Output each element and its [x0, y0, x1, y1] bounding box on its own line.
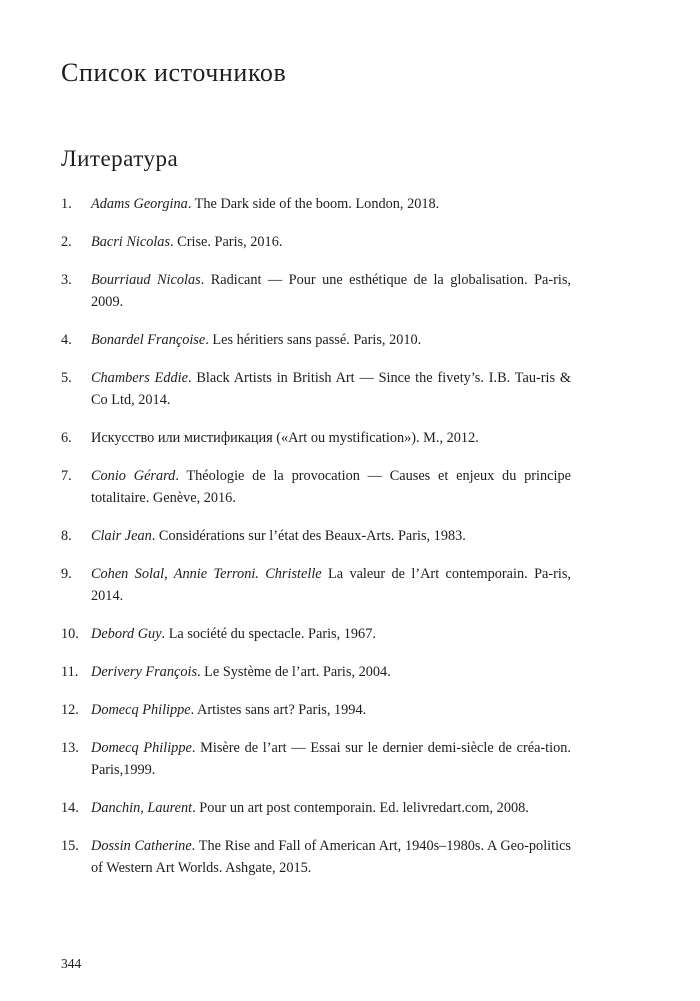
reference-author: Bacri Nicolas [91, 234, 171, 250]
reference-number: 11. [61, 664, 79, 680]
reference-text [91, 329, 571, 351]
reference-details: . Crise. Paris, 2016. [170, 234, 283, 250]
reference-item [61, 231, 571, 253]
reference-item [61, 269, 571, 313]
reference-number: 9. [61, 566, 72, 582]
reference-text [91, 193, 571, 215]
reference-number: 10. [61, 626, 79, 642]
reference-author: Clair Jean [91, 528, 152, 544]
reference-details: . Les héritiers sans passé. Paris, 2010. [205, 332, 422, 348]
reference-text [91, 563, 571, 607]
reference-number: 13. [61, 740, 79, 756]
reference-item [61, 563, 571, 607]
reference-author: Derivery François [91, 664, 198, 680]
reference-text [91, 427, 571, 449]
reference-text [91, 367, 571, 411]
page-title: Список источников [61, 58, 287, 87]
reference-text [91, 797, 571, 819]
reference-item [61, 525, 571, 547]
reference-details: . The Dark side of the boom. London, 2018. [187, 196, 440, 212]
reference-details: . Radicant — Pour une esthétique de la globalisation. Pa-ris, 2009. [91, 272, 571, 310]
reference-text [91, 661, 571, 683]
reference-text [91, 737, 571, 781]
reference-item [61, 623, 571, 645]
reference-details: . Considérations sur l’état des Beaux-Arts. Paris, 1983. [151, 528, 466, 544]
page-number: 344 [61, 956, 82, 971]
reference-text [91, 465, 571, 509]
reference-text [91, 835, 571, 879]
reference-number: 3. [61, 272, 72, 288]
reference-details: . Artistes sans art? Paris, 1994. [190, 702, 367, 718]
reference-number: 8. [61, 528, 72, 544]
reference-item [61, 797, 571, 819]
reference-list [61, 193, 571, 895]
reference-number: 1. [61, 196, 72, 212]
reference-details: Искусство или мистификация («Art ou mystification»). М., 2012. [91, 430, 479, 446]
reference-number: 5. [61, 370, 72, 386]
reference-author: Chambers Eddie [91, 370, 188, 386]
reference-author: Adams Georgina [91, 196, 188, 212]
reference-details: . La société du spectacle. Paris, 1967. [161, 626, 376, 642]
reference-item [61, 329, 571, 351]
reference-item [61, 465, 571, 509]
reference-author: Cohen Solal, Annie Terroni. Christelle [91, 566, 322, 582]
reference-number: 15. [61, 838, 79, 854]
reference-item [61, 367, 571, 411]
reference-details: . The Rise and Fall of American Art, 1940s–1980s. A Geo-politics of Western Art Worlds. Ashgate, 2015. [91, 838, 571, 876]
reference-author: Bourriaud Nicolas [91, 272, 201, 288]
reference-number: 2. [61, 234, 72, 250]
reference-number: 4. [61, 332, 72, 348]
reference-text [91, 231, 571, 253]
reference-number: 12. [61, 702, 79, 718]
reference-item [61, 835, 571, 879]
reference-details: La valeur de l’Art contemporain. Pa-ris, 2014. [91, 566, 571, 604]
reference-text [91, 269, 571, 313]
reference-number: 14. [61, 800, 79, 816]
reference-item [61, 427, 571, 449]
reference-item [61, 661, 571, 683]
reference-author: Debord Guy [91, 626, 162, 642]
reference-item [61, 737, 571, 781]
reference-text [91, 699, 571, 721]
reference-author: Dossin Catherine [91, 838, 192, 854]
reference-author: Conio Gérard [91, 468, 176, 484]
reference-details: . Le Système de l’art. Paris, 2004. [197, 664, 391, 680]
reference-author: Bonardel Françoise [91, 332, 206, 348]
reference-item [61, 699, 571, 721]
reference-details: . Black Artists in British Art — Since the fivety’s. I.B. Tau-ris & Co Ltd, 2014. [91, 370, 571, 408]
reference-text [91, 525, 571, 547]
reference-author: Domecq Philippe [91, 740, 192, 756]
reference-details: . Théologie de la provocation — Causes et enjeux du principe totalitaire. Genève, 2016. [91, 468, 571, 506]
reference-details: . Misère de l’art — Essai sur le dernier demi-siècle de créa-tion. Paris,1999. [91, 740, 571, 778]
reference-item [61, 193, 571, 215]
reference-author: Danchin, Laurent [91, 800, 193, 816]
reference-number: 6. [61, 430, 72, 446]
reference-number: 7. [61, 468, 72, 484]
reference-text [91, 623, 571, 645]
reference-details: . Pour un art post contemporain. Ed. lelivredart.com, 2008. [192, 800, 529, 816]
reference-author: Domecq Philippe [91, 702, 191, 718]
section-title: Литература [61, 146, 179, 171]
